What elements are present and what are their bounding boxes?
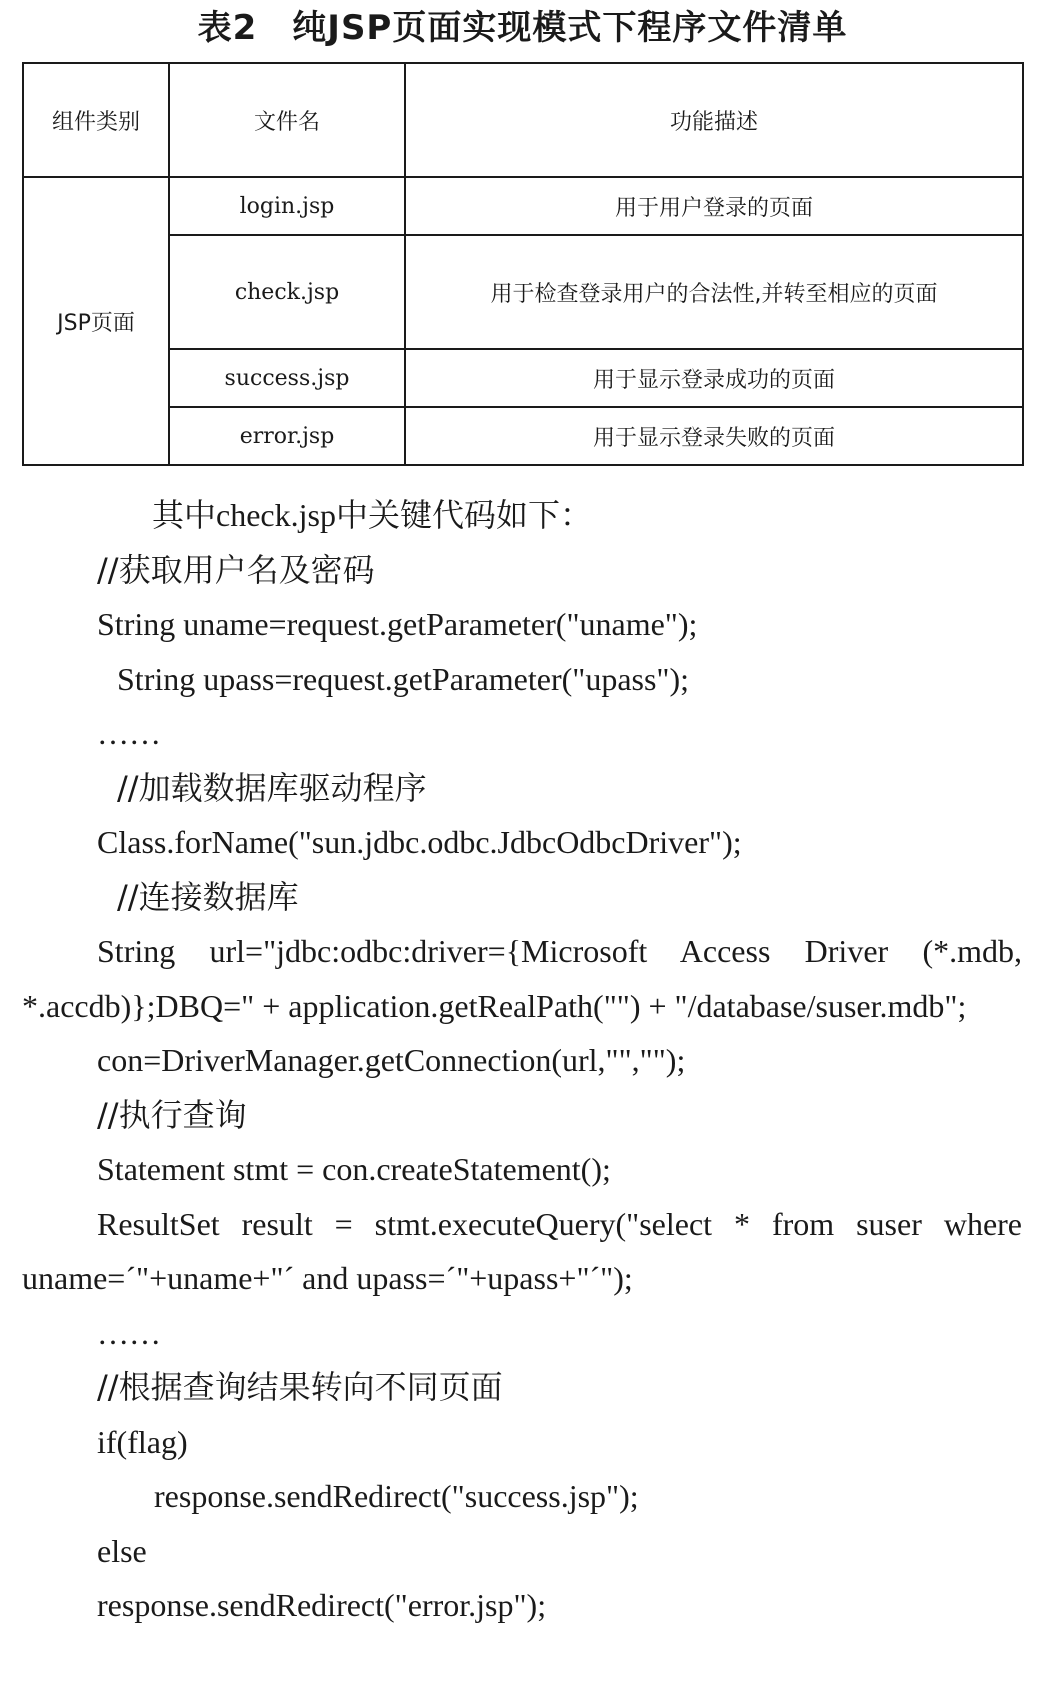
intro-paragraph: 其中check.jsp中关键代码如下： <box>152 497 592 533</box>
code-comment: //连接数据库 <box>117 877 299 916</box>
code-line: if(flag) <box>97 1423 188 1460</box>
table-caption: 表2 纯JSP页面实现模式下程序文件清单 <box>197 8 848 48</box>
file-name-cell: login.jsp <box>169 177 405 235</box>
code-comment: //执行查询 <box>97 1095 247 1134</box>
code-line: else <box>97 1532 147 1569</box>
code-comment: //获取用户名及密码 <box>97 550 375 589</box>
table-row <box>23 177 1023 235</box>
description-cell: 用于用户登录的页面 <box>405 177 1023 235</box>
code-line: con=DriverManager.getConnection(url,"",""); <box>97 1042 686 1078</box>
group-label-jsp: JSP页面 <box>23 177 169 465</box>
code-ellipsis: …… <box>97 1314 161 1351</box>
table-row <box>23 349 1023 407</box>
file-name-cell: error.jsp <box>169 407 405 465</box>
table-row <box>23 235 1023 349</box>
code-line: Statement stmt = con.createStatement(); <box>97 1151 611 1187</box>
code-listing <box>22 488 1022 1633</box>
file-name-cell: check.jsp <box>169 235 405 349</box>
code-ellipsis: …… <box>97 715 161 751</box>
table-header-row <box>23 63 1023 177</box>
header-component-type: 组件类别 <box>23 63 169 177</box>
header-file-name: 文件名 <box>169 63 405 177</box>
code-line: response.sendRedirect("success.jsp"); <box>154 1478 639 1514</box>
table-row <box>23 407 1023 465</box>
code-line: String upass=request.getParameter("upass"); <box>117 660 690 697</box>
file-list-table <box>22 62 1024 466</box>
code-line: Class.forName("sun.jdbc.odbc.JdbcOdbcDriver"); <box>97 824 742 860</box>
code-line: String url="jdbc:odbc:driver={Microsoft Access Driver (*.mdb, *.accdb)};DBQ=" + application.getRealPath("") + "/database/suser.mdb"; <box>22 933 1022 1024</box>
header-description: 功能描述 <box>405 63 1023 177</box>
description-cell: 用于显示登录成功的页面 <box>405 349 1023 407</box>
description-cell: 用于显示登录失败的页面 <box>405 407 1023 465</box>
code-comment: //根据查询结果转向不同页面 <box>97 1368 503 1406</box>
code-comment: //加载数据库驱动程序 <box>117 768 427 807</box>
file-name-cell: success.jsp <box>169 349 405 407</box>
code-line: String uname=request.getParameter("uname"); <box>97 606 698 642</box>
code-line: response.sendRedirect("error.jsp"); <box>97 1587 547 1623</box>
description-cell: 用于检查登录用户的合法性,并转至相应的页面 <box>405 235 1023 349</box>
code-line: ResultSet result = stmt.executeQuery("select * from suser where uname=´"+uname+"´ and upass=´"+upass+"´"); <box>22 1205 1022 1296</box>
